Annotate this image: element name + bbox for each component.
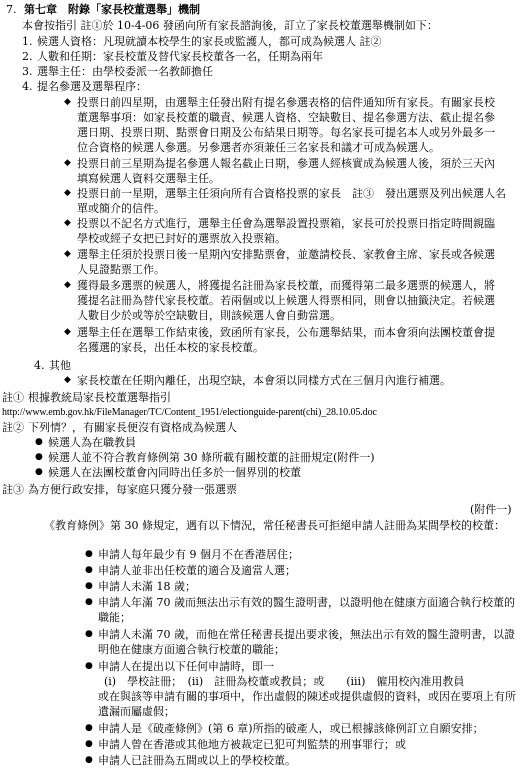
item-3-number: 3. [22, 65, 33, 78]
note-2-text: 下列情？，有關家長便沒有資格成為候選人 [28, 421, 237, 434]
item-4-text: 提名參選及選舉程序： [37, 80, 147, 93]
note-3-text: 為方便行政安排，每家庭只獲分發一張選票 [28, 483, 237, 496]
document-page: 7. 第七章 附錄「家長校董選舉」機制 本會按指引 註①於 10-4-06 發函向所有家長諮詢後，訂立了家長校董選舉機制如下： 1. 候選人資格：凡現就讀本校學生的家長或監護人，都可成為候選人 註② 2. 人數和任期：家長校董及替代家長校董各一名，任期為兩年 3. 選舉主任：由學校委派一名教師擔任 4. 提名參選及選舉程序： 投票日前四星期，由選舉主任發出附有提名參選表格的信件通知所有家長。有關家長校 董選舉事項：如家長校董的職責、候選人資格、空缺數目、提名參選方法、截止提名參 選日期、投票日期、點票會日期及公布結果日期等。每名家長可提名本人或另外最多一 位合資格的候選人參選。另參選者亦須兼任三名家長和議才可成為候選人。 投票日前三星期為提名參選人報名截止日期，參選人經核實成為候選人後，須於三天內 填寫候選人資料交選舉主任。 投票日前一星期，選舉主任須向所有合資格投票的家長 註③ 發出選票及列出候選人名 單或簡介的信件。 投票以不記名方式進行，選舉主任會為選舉設置投票箱，家長可於投票日指定時間親臨 學校或經子女把已封好的選票放入投票箱。 選舉主任須於投票日後一星期內安排點票會，並邀請校長、家教會主席、家長或各候選 人見證點票工作。 獲得最多選票的候選人，將獲提名註冊為家長校董，而獲得第二最多選票的候選人，將 獲提名註冊為替代家長校董。若兩個或以上候選人得票相同，則會以抽籤決定。若候選 人數目少於或等於空缺數目，則該候選人會自動當選。 選舉主任在選舉工作結束後，致函所有家長，公布選舉結果，而本會須向法團校董會提 名獲選的家長，出任本校的家長校董。 4. 其他 家長校董在任期內離任，出現空缺，本會須以同樣方式在三個月內進行補選。 註① 根據教統局家長校董選舉指引 http://www.emb.gov.hk/FileManager/TC/Content_1951/electionguide-parent(chi)_28.10.05.doc 註② 下列情？，有關家長便沒有資格成為候選人 候選人為在職教員 候選人並不符合教育條例第 30 條所載有關校董的註冊規定(附件一) 候選人在法團校董會內同時出任多於一個界別的校董 註③ 為方便行政安排，每家庭只獲分發一張選票 (附件一) 《教育條例》第 30 條規定，遇有以下情況，常任秘書長可拒絕申請人註冊為某間學校的校董： 申請人每年最少有 9 個月不在香港居住； 申請人並非出任校董的適合及適當人選； 申請人未滿 18 歲； 申請人年滿 70 歲而無法出示有效的醫生證明書，以證明他在健康方面適合執行校董的 職能； 申請人未滿 70 歲，而他在常任秘書長提出要求後，無法出示有效的醫生證明書，以證 明他在健康方面適合執行校董的職能； 申請人在提出以下任何申請時，即一 (i) 學校註冊； (ii) 註冊為校董或教員；或 (iii) 僱用校內准用教員 或在與該等申請有關的事項中，作出虛假的陳述或提供虛假的資料，或因在要項上有所 遺漏而屬虛假； 申請人是《破產條例》(第 6 章)所指的破產人，或已根據該條例訂立自願安排； 申請人曾在香港或其他地方被裁定已犯可判監禁的刑事罪行；或 申請人已註冊為五間或以上的學校校董。 [2, 3, 516, 767]
chapter-title: 第七章 附錄「家長校董選舉」機制 [24, 3, 200, 16]
other-label: 其他 [49, 359, 71, 372]
item-4-number: 4. [22, 80, 33, 93]
guideline-url-link[interactable]: http://www.emb.gov.hk/FileManager/TC/Content_1951/electionguide-parent(chi)_28.10.05.doc [2, 407, 377, 418]
appendix-intro: 《教育條例》第 30 條規定，遇有以下情況，常任秘書長可拒絕申請人註冊為某間學校的校董： [44, 519, 505, 532]
note-1-text: 根據教統局家長校董選舉指引 [28, 391, 171, 404]
note-3-label: 註③ [2, 483, 24, 496]
item-3-text: 選舉主任：由學校委派一名教師擔任 [37, 65, 213, 78]
item-2-text: 人數和任期：家長校董及替代家長校董各一名，任期為兩年 [37, 50, 323, 63]
intro-text: 本會按指引 註①於 10-4-06 發函向所有家長諮詢後，訂立了家長校董選舉機制如下： [22, 19, 438, 32]
note-2-label: 註② [2, 421, 24, 434]
chapter-number: 7. [6, 3, 17, 16]
note-1-label: 註① [2, 391, 24, 404]
item-2-number: 2. [22, 50, 33, 63]
item-1-text: 候選人資格：凡現就讀本校學生的家長或監護人，都可成為候選人 註② [37, 35, 382, 48]
appendix-label: (附件一) [470, 503, 512, 516]
other-number: 4. [34, 359, 45, 372]
item-1-number: 1. [22, 35, 33, 48]
